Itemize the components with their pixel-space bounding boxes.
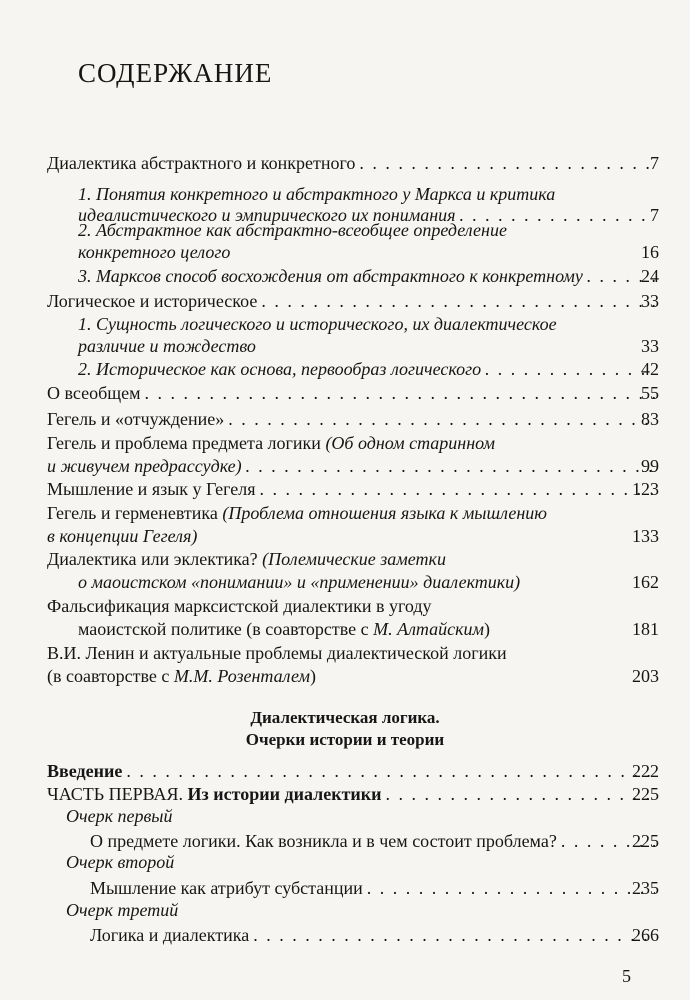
toc-page-number: 225 — [632, 831, 659, 851]
toc-entry — [47, 665, 659, 689]
toc-entry-title: Фальсификация марксистской диалектики в угоду — [47, 596, 432, 616]
toc-entry-subtitle: и живучем предрассудке) — [47, 456, 242, 476]
toc-entry — [90, 830, 659, 854]
toc-entry-title: О предмете логики. Как возникла и в чем состоит проблема? — [90, 831, 557, 851]
toc-page-number: 7 — [650, 153, 659, 173]
toc-entry-title — [47, 783, 382, 805]
toc-entry — [47, 408, 659, 432]
section-heading-line1: Диалектическая логика. — [250, 708, 440, 727]
toc-entry-title: различие и тождество — [78, 336, 256, 356]
toc-entry — [78, 265, 659, 289]
toc-entry-subtitle: (Проблема отношения языка к мышлению — [222, 503, 547, 523]
toc-page-number: 42 — [641, 359, 659, 379]
toc-leader-dots — [145, 382, 656, 404]
toc-entry-subtitle: о маоистском «понимании» и «применении» диалектики) — [78, 572, 521, 592]
toc-entry — [47, 760, 659, 784]
toc-coauthor: М. Алтайским — [373, 619, 485, 639]
toc-entry-title: Логика и диалектика — [90, 925, 250, 945]
toc-page-number: 203 — [632, 666, 659, 686]
toc-entry-title: Введение — [47, 761, 123, 781]
toc-page-number: 222 — [632, 761, 659, 781]
toc-entry — [78, 241, 659, 265]
toc-part-prefix: ЧАСТЬ ПЕРВАЯ. — [47, 784, 184, 804]
toc-page-number: 16 — [641, 242, 659, 262]
toc-entry — [47, 290, 659, 314]
toc-entry-subtitle: (Об одном старинном — [325, 433, 495, 453]
toc-entry-title: 3. Марксов способ восхождения от абстрактного к конкретному — [78, 266, 583, 286]
toc-entry-subtitle: (Полемические заметки — [262, 549, 446, 569]
toc-entry-title: Мышление как атрибут субстанции — [90, 878, 363, 898]
toc-entry — [47, 783, 659, 807]
toc-page-number: 33 — [641, 336, 659, 356]
page-number: 5 — [622, 966, 631, 986]
toc-essay-label: Очерк второй — [66, 852, 175, 872]
toc-entry-main: Диалектика или эклектика? — [47, 549, 258, 569]
toc-entry-title: 2. Абстрактное как абстрактно-всеобщее определение — [78, 220, 507, 240]
toc-entry-title: 2. Историческое как основа, первообраз логического — [78, 359, 482, 379]
toc-page-number: 266 — [632, 925, 659, 945]
toc-entry-title — [47, 548, 446, 570]
toc-leader-dots — [228, 408, 655, 430]
toc-entry-title — [47, 502, 547, 524]
toc-entry-title: Диалектика абстрактного и конкретного — [47, 153, 356, 173]
toc-entry-main: Гегель и герменевтика — [47, 503, 218, 523]
toc-page-number: 24 — [641, 266, 659, 286]
toc-entry-title: идеалистического и эмпирического их понимания — [78, 205, 456, 225]
toc-page-number: 133 — [632, 526, 659, 546]
toc-entry-title: 1. Понятия конкретного и абстрактного у Маркса и критика — [78, 184, 556, 204]
toc-coauthor: М.М. Розенталем — [173, 666, 310, 686]
toc-essay-label: Очерк третий — [66, 900, 179, 920]
toc-page-number: 99 — [641, 456, 659, 476]
toc-essay-label: Очерк первый — [66, 806, 173, 826]
toc-entry-close: ) — [309, 666, 316, 686]
toc-entry — [47, 152, 659, 176]
toc-leader-dots — [253, 924, 655, 946]
toc-page-number: 235 — [632, 878, 659, 898]
toc-entry-title: Логическое и историческое — [47, 291, 258, 311]
toc-entry-title: Гегель и «отчуждение» — [47, 409, 225, 429]
toc-leader-dots — [126, 760, 655, 782]
toc-entry — [47, 382, 659, 406]
toc-page-number: 225 — [632, 784, 659, 804]
toc-entry-main: (в соавторстве с — [47, 666, 170, 686]
toc-entry — [90, 924, 659, 948]
toc-leader-dots — [259, 478, 655, 500]
toc-entry-title: 1. Сущность логического и исторического, их диалектическое — [78, 314, 557, 334]
toc-entry — [78, 358, 659, 382]
toc-entry-title — [47, 432, 495, 454]
toc-entry — [47, 455, 659, 479]
toc-entry — [90, 877, 659, 901]
toc-entry-title: Мышление и язык у Гегеля — [47, 479, 256, 499]
toc-page-number: 55 — [641, 383, 659, 403]
toc-page-number: 181 — [632, 619, 659, 639]
toc-page-number: 7 — [650, 205, 659, 225]
toc-entry-title — [47, 665, 316, 687]
toc-page-number: 33 — [641, 291, 659, 311]
toc-entry — [78, 571, 659, 595]
toc-entry — [47, 525, 659, 549]
toc-page-number: 83 — [641, 409, 659, 429]
toc-entry-title: конкретного целого — [78, 242, 231, 262]
toc-leader-dots — [246, 455, 655, 477]
toc-part-title: Из истории диалектики — [187, 784, 382, 804]
section-heading-line2: Очерки истории и теории — [245, 730, 445, 749]
toc-entry-title: О всеобщем — [47, 383, 141, 403]
toc-entry — [78, 618, 659, 642]
toc-entry-main: маоистской политике (в соавторстве с — [78, 619, 369, 639]
toc-entry-close: ) — [484, 619, 491, 639]
toc-entry-title — [78, 618, 490, 640]
toc-entry-main: Гегель и проблема предмета логики — [47, 433, 321, 453]
page-title: СОДЕРЖАНИЕ — [78, 58, 273, 88]
toc-leader-dots — [261, 290, 655, 312]
toc-entry-title: В.И. Ленин и актуальные проблемы диалектической логики — [47, 643, 507, 663]
toc-page-number: 123 — [632, 479, 659, 499]
toc-entry — [47, 478, 659, 502]
toc-entry — [78, 335, 659, 359]
toc-entry-subtitle: в концепции Гегеля) — [47, 526, 198, 546]
toc-page-number: 162 — [632, 572, 659, 592]
